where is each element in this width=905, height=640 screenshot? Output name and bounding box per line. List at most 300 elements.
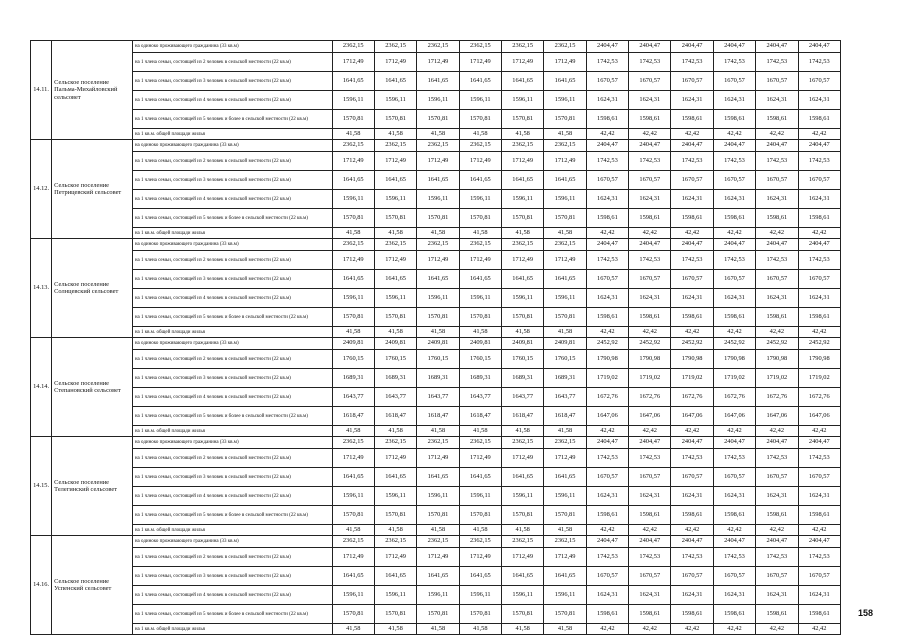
value-cell: 2404,47 — [798, 140, 840, 152]
value-cell: 2404,47 — [586, 41, 628, 53]
value-cell: 42,42 — [756, 426, 798, 437]
table-row — [31, 308, 841, 327]
value-cell: 1598,61 — [671, 209, 713, 228]
value-cell: 1596,11 — [544, 487, 586, 506]
category-label: на одиноко проживающего гражданина (33 кв.м) — [132, 338, 332, 350]
value-cell: 41,58 — [417, 426, 459, 437]
value-cell: 1760,15 — [332, 350, 374, 369]
value-cell: 1670,57 — [798, 567, 840, 586]
value-cell: 1624,31 — [629, 289, 671, 308]
category-label: на 1 члена семьи, состоящей из 4 человек в сельской местности (22 кв.м) — [132, 586, 332, 605]
value-cell: 1742,53 — [713, 152, 755, 171]
category-label: на одиноко проживающего гражданина (33 кв.м) — [132, 239, 332, 251]
value-cell: 1670,57 — [713, 171, 755, 190]
value-cell: 1624,31 — [713, 190, 755, 209]
table-row — [31, 53, 841, 72]
value-cell: 1641,65 — [502, 468, 544, 487]
value-cell: 1742,53 — [629, 251, 671, 270]
value-cell: 1689,31 — [417, 369, 459, 388]
value-cell: 2362,15 — [374, 536, 416, 548]
value-cell: 1598,61 — [586, 110, 628, 129]
category-label: на 1 члена семьи, состоящей из 2 человек в сельской местности (22 кв.м) — [132, 350, 332, 369]
value-cell: 1570,81 — [459, 209, 501, 228]
value-cell: 1712,49 — [459, 251, 501, 270]
value-cell: 1670,57 — [629, 270, 671, 289]
value-cell: 1712,49 — [544, 548, 586, 567]
value-cell: 1712,49 — [544, 449, 586, 468]
value-cell: 2362,15 — [374, 41, 416, 53]
value-cell: 2362,15 — [544, 239, 586, 251]
value-cell: 1712,49 — [417, 449, 459, 468]
value-cell: 42,42 — [756, 129, 798, 140]
table-row — [31, 190, 841, 209]
value-cell: 41,58 — [332, 129, 374, 140]
value-cell: 1719,02 — [629, 369, 671, 388]
tariff-table — [30, 40, 841, 635]
value-cell: 2404,47 — [713, 437, 755, 449]
value-cell: 1641,65 — [332, 171, 374, 190]
category-label: на 1 члена семьи, состоящей из 3 человек в сельской местности (22 кв.м) — [132, 72, 332, 91]
value-cell: 1598,61 — [798, 506, 840, 525]
table-row — [31, 152, 841, 171]
value-cell: 2404,47 — [671, 41, 713, 53]
value-cell: 1596,11 — [459, 289, 501, 308]
value-cell: 41,58 — [459, 228, 501, 239]
table-row — [31, 525, 841, 536]
value-cell: 1712,49 — [544, 53, 586, 72]
value-cell: 1624,31 — [671, 91, 713, 110]
value-cell: 1598,61 — [671, 605, 713, 624]
value-cell: 1742,53 — [586, 449, 628, 468]
value-cell: 1624,31 — [798, 586, 840, 605]
value-cell: 42,42 — [756, 327, 798, 338]
value-cell: 1689,31 — [459, 369, 501, 388]
value-cell: 1596,11 — [544, 190, 586, 209]
value-cell: 1641,65 — [459, 72, 501, 91]
table-row — [31, 426, 841, 437]
value-cell: 2362,15 — [374, 140, 416, 152]
value-cell: 42,42 — [756, 228, 798, 239]
value-cell: 1624,31 — [586, 586, 628, 605]
value-cell: 41,58 — [459, 624, 501, 635]
value-cell: 1742,53 — [756, 251, 798, 270]
value-cell: 1670,57 — [798, 270, 840, 289]
value-cell: 2404,47 — [798, 437, 840, 449]
value-cell: 1598,61 — [713, 209, 755, 228]
value-cell: 1624,31 — [671, 190, 713, 209]
value-cell: 1596,11 — [544, 289, 586, 308]
value-cell: 1596,11 — [544, 586, 586, 605]
value-cell: 41,58 — [332, 228, 374, 239]
value-cell: 1570,81 — [332, 506, 374, 525]
value-cell: 1596,11 — [417, 91, 459, 110]
value-cell: 1742,53 — [629, 152, 671, 171]
value-cell: 41,58 — [417, 228, 459, 239]
value-cell: 1712,49 — [544, 251, 586, 270]
value-cell: 42,42 — [713, 525, 755, 536]
value-cell: 1647,06 — [671, 407, 713, 426]
value-cell: 41,58 — [459, 426, 501, 437]
value-cell: 1670,57 — [629, 171, 671, 190]
value-cell: 2362,15 — [417, 536, 459, 548]
value-cell: 1790,98 — [756, 350, 798, 369]
value-cell: 42,42 — [586, 525, 628, 536]
value-cell: 1624,31 — [756, 487, 798, 506]
value-cell: 2362,15 — [417, 140, 459, 152]
value-cell: 2404,47 — [629, 41, 671, 53]
table-row — [31, 270, 841, 289]
value-cell: 1598,61 — [798, 605, 840, 624]
value-cell: 1712,49 — [332, 251, 374, 270]
value-cell: 41,58 — [502, 624, 544, 635]
value-cell: 1643,77 — [502, 388, 544, 407]
value-cell: 42,42 — [798, 228, 840, 239]
value-cell: 1598,61 — [586, 209, 628, 228]
value-cell: 1719,02 — [756, 369, 798, 388]
category-label: на 1 члена семьи, состоящей из 5 человек и более в сельской местности (22 кв.м) — [132, 308, 332, 327]
value-cell: 1570,81 — [374, 506, 416, 525]
value-cell: 1712,49 — [417, 152, 459, 171]
value-cell: 1598,61 — [713, 506, 755, 525]
value-cell: 2362,15 — [544, 41, 586, 53]
value-cell: 1742,53 — [713, 53, 755, 72]
value-cell: 1624,31 — [629, 487, 671, 506]
value-cell: 1598,61 — [798, 209, 840, 228]
value-cell: 2362,15 — [459, 41, 501, 53]
value-cell: 1641,65 — [417, 468, 459, 487]
value-cell: 1641,65 — [459, 468, 501, 487]
value-cell: 1624,31 — [629, 91, 671, 110]
value-cell: 2404,47 — [713, 536, 755, 548]
value-cell: 1712,49 — [544, 152, 586, 171]
category-label: на 1 члена семьи, состоящей из 2 человек в сельской местности (22 кв.м) — [132, 548, 332, 567]
category-label: на одиноко проживающего гражданина (33 кв.м) — [132, 41, 332, 53]
category-label: на 1 члена семьи, состоящей из 5 человек и более в сельской местности (22 кв.м) — [132, 605, 332, 624]
value-cell: 42,42 — [798, 129, 840, 140]
value-cell: 1641,65 — [374, 171, 416, 190]
value-cell: 1598,61 — [756, 308, 798, 327]
value-cell: 2409,81 — [332, 338, 374, 350]
value-cell: 1643,77 — [374, 388, 416, 407]
table-row — [31, 567, 841, 586]
table-row — [31, 171, 841, 190]
category-label: на 1 члена семьи, состоящей из 2 человек в сельской местности (22 кв.м) — [132, 152, 332, 171]
value-cell: 1670,57 — [756, 468, 798, 487]
table-row — [31, 72, 841, 91]
value-cell: 1790,98 — [586, 350, 628, 369]
value-cell: 1742,53 — [629, 53, 671, 72]
table-row — [31, 110, 841, 129]
value-cell: 1672,76 — [713, 388, 755, 407]
value-cell: 1742,53 — [671, 53, 713, 72]
category-label: на 1 кв.м. общей площади жилья — [132, 129, 332, 140]
value-cell: 2404,47 — [629, 536, 671, 548]
settlement-name: Сельское поселение Пальма-Михайловский сельсовет — [52, 41, 133, 140]
value-cell: 1624,31 — [671, 586, 713, 605]
value-cell: 2452,92 — [713, 338, 755, 350]
value-cell: 1742,53 — [671, 449, 713, 468]
value-cell: 42,42 — [798, 525, 840, 536]
value-cell: 1596,11 — [502, 487, 544, 506]
value-cell: 1598,61 — [586, 308, 628, 327]
value-cell: 1689,31 — [332, 369, 374, 388]
value-cell: 42,42 — [798, 327, 840, 338]
value-cell: 42,42 — [586, 426, 628, 437]
value-cell: 42,42 — [586, 624, 628, 635]
value-cell: 1598,61 — [756, 209, 798, 228]
value-cell: 2404,47 — [756, 239, 798, 251]
value-cell: 1742,53 — [713, 251, 755, 270]
value-cell: 1670,57 — [671, 468, 713, 487]
value-cell: 1641,65 — [544, 567, 586, 586]
value-cell: 41,58 — [332, 525, 374, 536]
table-row — [31, 338, 841, 350]
table-row — [31, 350, 841, 369]
value-cell: 2362,15 — [502, 437, 544, 449]
value-cell: 41,58 — [332, 426, 374, 437]
value-cell: 1596,11 — [332, 190, 374, 209]
value-cell: 1596,11 — [332, 586, 374, 605]
value-cell: 1670,57 — [756, 171, 798, 190]
value-cell: 1598,61 — [713, 308, 755, 327]
value-cell: 2452,92 — [798, 338, 840, 350]
value-cell: 2362,15 — [332, 437, 374, 449]
value-cell: 1624,31 — [629, 586, 671, 605]
value-cell: 2362,15 — [502, 239, 544, 251]
value-cell: 42,42 — [629, 624, 671, 635]
table-row — [31, 506, 841, 525]
category-label: на 1 члена семьи, состоящей из 4 человек в сельской местности (22 кв.м) — [132, 91, 332, 110]
value-cell: 1598,61 — [629, 209, 671, 228]
value-cell: 2362,15 — [544, 536, 586, 548]
value-cell: 2409,81 — [544, 338, 586, 350]
value-cell: 1596,11 — [502, 586, 544, 605]
value-cell: 2362,15 — [502, 536, 544, 548]
value-cell: 1712,49 — [502, 53, 544, 72]
value-cell: 1670,57 — [798, 171, 840, 190]
value-cell: 42,42 — [671, 129, 713, 140]
value-cell: 1618,47 — [459, 407, 501, 426]
table-row — [31, 586, 841, 605]
value-cell: 1670,57 — [586, 567, 628, 586]
value-cell: 1596,11 — [502, 289, 544, 308]
category-label: на 1 члена семьи, состоящей из 4 человек в сельской местности (22 кв.м) — [132, 289, 332, 308]
value-cell: 42,42 — [756, 624, 798, 635]
value-cell: 2404,47 — [798, 239, 840, 251]
value-cell: 1647,06 — [756, 407, 798, 426]
table-row — [31, 407, 841, 426]
value-cell: 1570,81 — [417, 605, 459, 624]
value-cell: 1596,11 — [417, 289, 459, 308]
category-label: на 1 члена семьи, состоящей из 2 человек в сельской местности (22 кв.м) — [132, 53, 332, 72]
value-cell: 41,58 — [417, 525, 459, 536]
value-cell: 2404,47 — [586, 140, 628, 152]
category-label: на 1 члена семьи, состоящей из 3 человек в сельской местности (22 кв.м) — [132, 270, 332, 289]
value-cell: 1670,57 — [798, 72, 840, 91]
value-cell: 1570,81 — [544, 506, 586, 525]
table-row — [31, 437, 841, 449]
value-cell: 1570,81 — [544, 605, 586, 624]
value-cell: 2404,47 — [671, 437, 713, 449]
value-cell: 1624,31 — [586, 190, 628, 209]
value-cell: 1670,57 — [756, 270, 798, 289]
value-cell: 1570,81 — [502, 308, 544, 327]
settlement-name: Сельское поселение Степановский сельсовет — [52, 338, 133, 437]
value-cell: 2362,15 — [332, 41, 374, 53]
value-cell: 1760,15 — [544, 350, 586, 369]
value-cell: 41,58 — [374, 525, 416, 536]
value-cell: 42,42 — [671, 327, 713, 338]
value-cell: 42,42 — [798, 624, 840, 635]
value-cell: 1570,81 — [417, 110, 459, 129]
value-cell: 42,42 — [629, 228, 671, 239]
value-cell: 41,58 — [332, 327, 374, 338]
value-cell: 1712,49 — [374, 152, 416, 171]
value-cell: 42,42 — [671, 624, 713, 635]
value-cell: 1641,65 — [459, 270, 501, 289]
value-cell: 1641,65 — [502, 270, 544, 289]
value-cell: 2404,47 — [798, 41, 840, 53]
value-cell: 1712,49 — [332, 449, 374, 468]
value-cell: 1670,57 — [671, 171, 713, 190]
value-cell: 1624,31 — [798, 190, 840, 209]
value-cell: 2362,15 — [374, 239, 416, 251]
value-cell: 2362,15 — [459, 437, 501, 449]
value-cell: 42,42 — [671, 426, 713, 437]
value-cell: 1596,11 — [374, 190, 416, 209]
value-cell: 1712,49 — [502, 251, 544, 270]
value-cell: 42,42 — [629, 525, 671, 536]
value-cell: 1712,49 — [459, 152, 501, 171]
table-row — [31, 388, 841, 407]
category-label: на 1 члена семьи, состоящей из 4 человек в сельской местности (22 кв.м) — [132, 190, 332, 209]
value-cell: 1570,81 — [459, 506, 501, 525]
value-cell: 2362,15 — [374, 437, 416, 449]
value-cell: 1641,65 — [417, 72, 459, 91]
value-cell: 2404,47 — [586, 437, 628, 449]
table-row — [31, 605, 841, 624]
value-cell: 1672,76 — [756, 388, 798, 407]
value-cell: 1596,11 — [459, 190, 501, 209]
value-cell: 42,42 — [586, 327, 628, 338]
value-cell: 2362,15 — [332, 536, 374, 548]
value-cell: 1712,49 — [374, 251, 416, 270]
value-cell: 1596,11 — [417, 190, 459, 209]
category-label: на одиноко проживающего гражданина (33 кв.м) — [132, 437, 332, 449]
value-cell: 1570,81 — [544, 110, 586, 129]
value-cell: 2362,15 — [459, 536, 501, 548]
value-cell: 1670,57 — [586, 270, 628, 289]
value-cell: 1712,49 — [459, 53, 501, 72]
value-cell: 1641,65 — [459, 171, 501, 190]
value-cell: 41,58 — [417, 624, 459, 635]
value-cell: 1742,53 — [798, 449, 840, 468]
category-label: на 1 кв.м. общей площади жилья — [132, 228, 332, 239]
value-cell: 41,58 — [502, 228, 544, 239]
table-row — [31, 327, 841, 338]
value-cell: 41,58 — [502, 426, 544, 437]
value-cell: 1712,49 — [502, 152, 544, 171]
value-cell: 1570,81 — [459, 605, 501, 624]
value-cell: 2409,81 — [459, 338, 501, 350]
value-cell: 1790,98 — [713, 350, 755, 369]
category-label: на 1 члена семьи, состоящей из 5 человек и более в сельской местности (22 кв.м) — [132, 407, 332, 426]
value-cell: 1641,65 — [417, 567, 459, 586]
value-cell: 1624,31 — [586, 91, 628, 110]
value-cell: 1624,31 — [798, 91, 840, 110]
category-label: на 1 члена семьи, состоящей из 3 человек в сельской местности (22 кв.м) — [132, 171, 332, 190]
value-cell: 1624,31 — [713, 91, 755, 110]
value-cell: 2404,47 — [713, 140, 755, 152]
value-cell: 2362,15 — [332, 140, 374, 152]
value-cell: 1712,49 — [459, 548, 501, 567]
value-cell: 2404,47 — [629, 140, 671, 152]
value-cell: 1570,81 — [459, 308, 501, 327]
settlement-name: Сельское поселение Солнцевский сельсовет — [52, 239, 133, 338]
value-cell: 41,58 — [332, 624, 374, 635]
category-label: на 1 члена семьи, состоящей из 3 человек в сельской местности (22 кв.м) — [132, 567, 332, 586]
value-cell: 1598,61 — [671, 506, 713, 525]
value-cell: 1624,31 — [586, 487, 628, 506]
settlement-name: Сельское поселение Успенский сельсовет — [52, 536, 133, 635]
value-cell: 2409,81 — [374, 338, 416, 350]
value-cell: 2404,47 — [629, 239, 671, 251]
value-cell: 1624,31 — [756, 586, 798, 605]
section-index: 14.15. — [31, 437, 52, 536]
value-cell: 1641,65 — [502, 567, 544, 586]
value-cell: 1647,06 — [798, 407, 840, 426]
value-cell: 1570,81 — [374, 110, 416, 129]
value-cell: 1596,11 — [332, 91, 374, 110]
value-cell: 42,42 — [586, 228, 628, 239]
value-cell: 2452,92 — [671, 338, 713, 350]
table-row — [31, 289, 841, 308]
value-cell: 41,58 — [544, 228, 586, 239]
value-cell: 1598,61 — [798, 110, 840, 129]
section-index: 14.16. — [31, 536, 52, 635]
value-cell: 1670,57 — [713, 468, 755, 487]
value-cell: 1742,53 — [713, 449, 755, 468]
table-row — [31, 548, 841, 567]
value-cell: 1742,53 — [798, 548, 840, 567]
value-cell: 1641,65 — [417, 171, 459, 190]
value-cell: 1742,53 — [756, 449, 798, 468]
value-cell: 42,42 — [671, 228, 713, 239]
value-cell: 1596,11 — [459, 91, 501, 110]
value-cell: 42,42 — [629, 327, 671, 338]
value-cell: 1641,65 — [459, 567, 501, 586]
category-label: на 1 кв.м. общей площади жилья — [132, 624, 332, 635]
value-cell: 1742,53 — [798, 53, 840, 72]
value-cell: 1670,57 — [671, 270, 713, 289]
value-cell: 1712,49 — [417, 251, 459, 270]
value-cell: 1742,53 — [629, 449, 671, 468]
value-cell: 1570,81 — [374, 209, 416, 228]
value-cell: 2404,47 — [586, 239, 628, 251]
value-cell: 1719,02 — [586, 369, 628, 388]
value-cell: 42,42 — [586, 129, 628, 140]
value-cell: 1742,53 — [756, 152, 798, 171]
category-label: на 1 члена семьи, состоящей из 5 человек и более в сельской местности (22 кв.м) — [132, 506, 332, 525]
value-cell: 41,58 — [502, 129, 544, 140]
category-label: на 1 члена семьи, состоящей из 4 человек в сельской местности (22 кв.м) — [132, 487, 332, 506]
value-cell: 1570,81 — [544, 308, 586, 327]
value-cell: 2404,47 — [713, 239, 755, 251]
value-cell: 1641,65 — [332, 567, 374, 586]
value-cell: 1598,61 — [713, 110, 755, 129]
value-cell: 1719,02 — [798, 369, 840, 388]
value-cell: 1643,77 — [459, 388, 501, 407]
